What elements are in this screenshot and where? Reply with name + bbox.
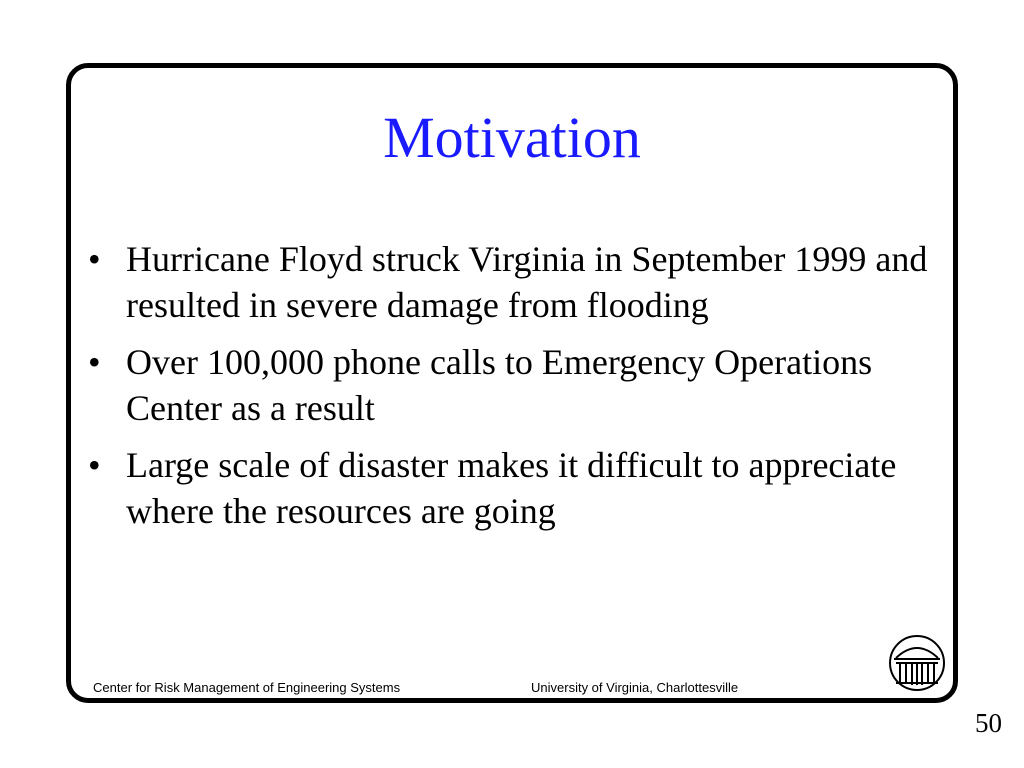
bullet-text: Over 100,000 phone calls to Emergency Operations Center as a result — [126, 342, 873, 428]
page-number: 50 — [975, 708, 1002, 738]
footer-university: University of Virginia, Charlottesville — [531, 680, 739, 695]
bullet-list — [88, 236, 928, 545]
bullet-item — [88, 339, 928, 431]
bullet-text: Hurricane Floyd struck Virginia in September 1999 and resulted in severe damage from flooding — [126, 239, 928, 325]
rotunda-logo-icon — [888, 634, 946, 692]
bullet-marker: • — [88, 342, 101, 382]
bullet-marker: • — [88, 239, 101, 279]
bullet-text: Large scale of disaster makes it difficult to appreciate where the resources are going — [126, 445, 897, 531]
footer-organization: Center for Risk Management of Engineering Systems — [93, 680, 401, 695]
slide-title: Motivation — [383, 105, 641, 170]
bullet-marker: • — [88, 445, 101, 485]
bullet-item — [88, 442, 928, 534]
bullet-item — [88, 236, 928, 328]
